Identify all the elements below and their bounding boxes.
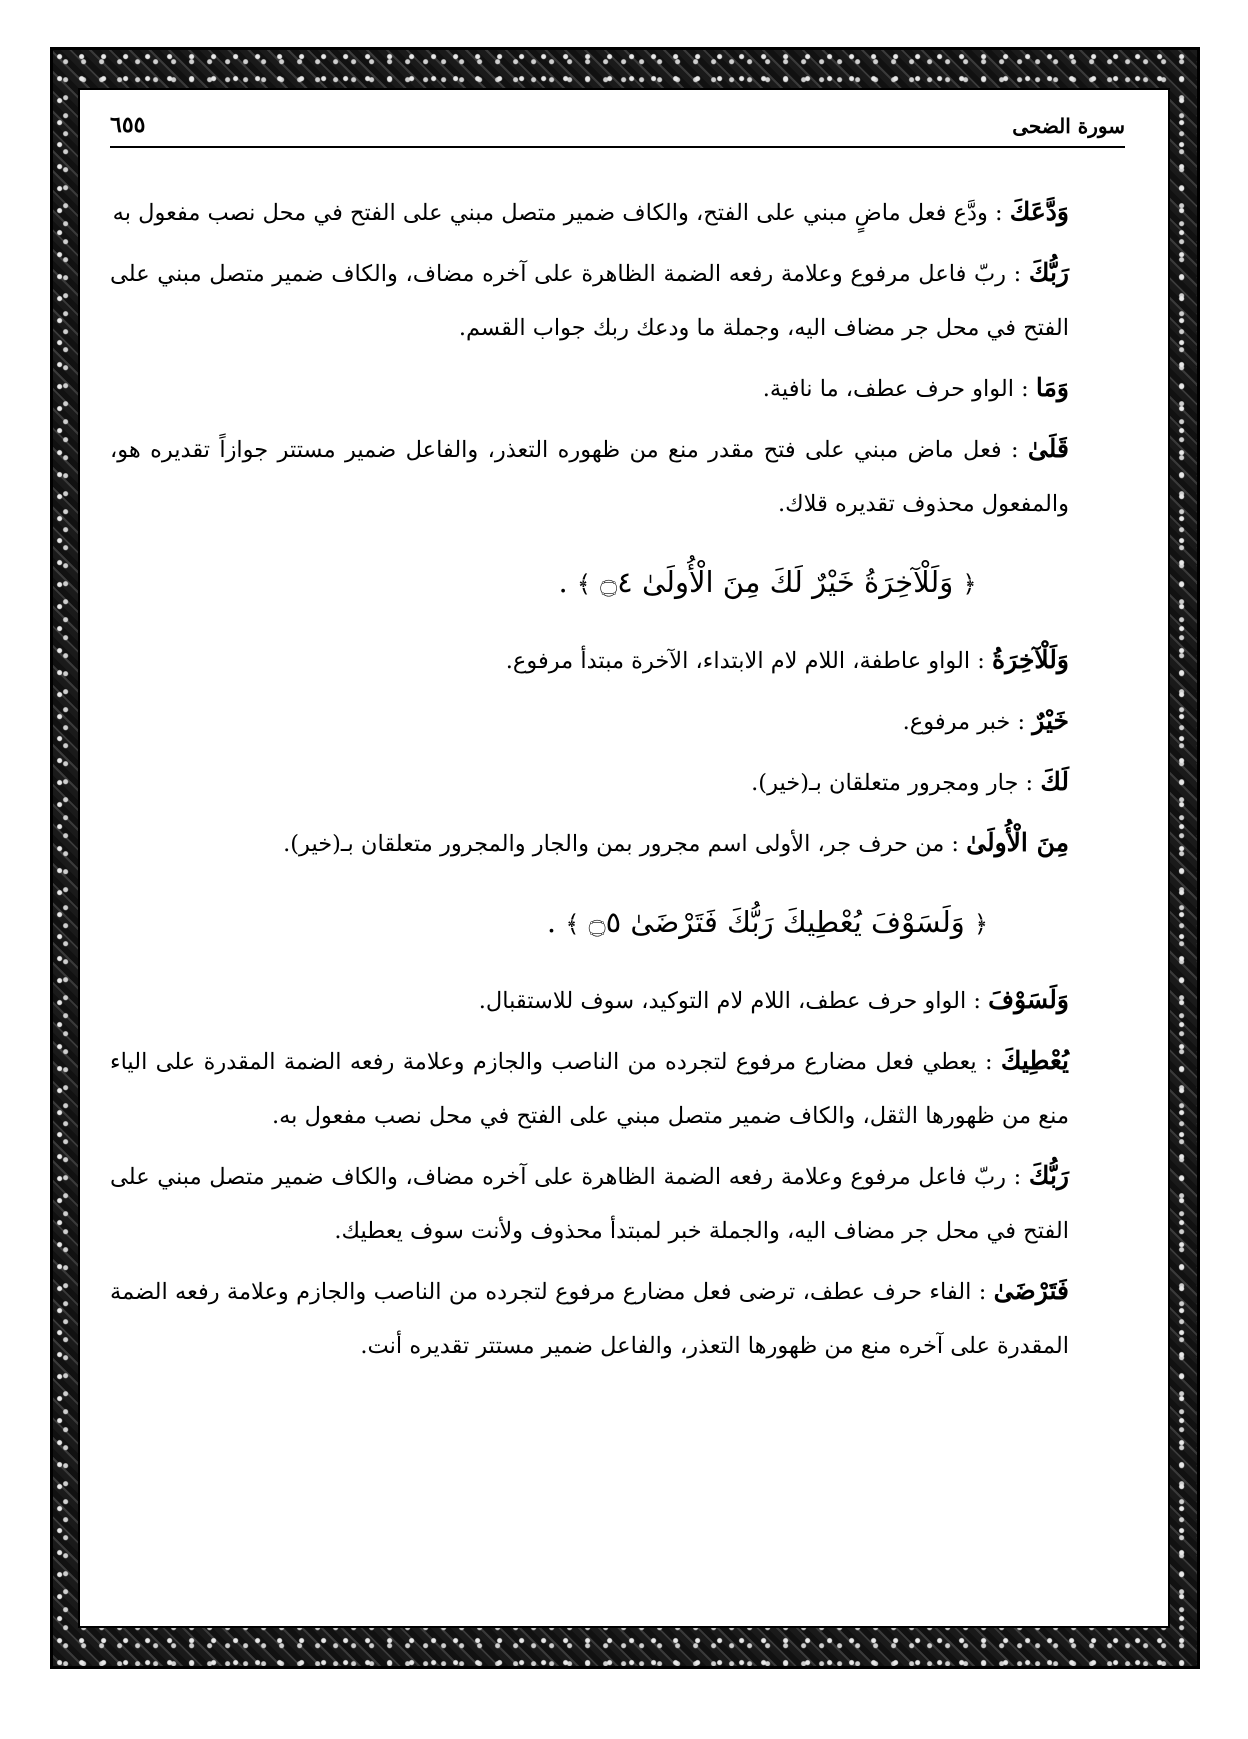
entry-rabbuka-2 [110,1149,1125,1258]
ornate-bracket-open: ﴿ [962,570,977,598]
entry-minal-ula [110,816,1125,871]
verse-text: وَلَسَوْفَ يُعْطِيكَ رَبُّكَ فَتَرْضَىٰ [630,905,965,939]
entry-term: رَبُّكَ [1028,258,1069,287]
entry-term: خَيْرٌ [1032,706,1069,735]
page-content [110,185,1125,1379]
entry-text: : الفاء حرف عطف، ترضى فعل مضارع مرفوع لتجرده من الناصب والجازم وعلامة رفعه الضمة المقدرة على آخره منع من ظهورها التعذر، والفاعل ضمير مستتر تقديره أنت. [110,1279,1069,1359]
quran-verse-5 [110,887,1125,959]
page-number: ٦٥٥ [110,112,146,138]
entry-text: : ربّ فاعل مرفوع وعلامة رفعه الضمة الظاهرة على آخره مضاف، والكاف ضمير متصل مبني على الفتح في محل جر مضاف اليه، وجملة ما ودعك ربك جواب القسم. [110,261,1069,341]
entry-term: قَلَىٰ [1027,434,1069,463]
entry-wama [110,361,1125,416]
entry-text: : الواو عاطفة، اللام لام الابتداء، الآخرة مبتدأ مرفوع. [505,648,985,674]
entry-laka [110,755,1125,810]
entry-text: : خبر مرفوع. [902,709,1026,735]
entry-text: : يعطي فعل مضارع مرفوع لتجرده من الناصب والجازم وعلامة رفعه الضمة المقدرة على الياء منع من ظهورها الثقل، والكاف ضمير متصل مبني على الفتح في محل نصب مفعول به. [110,1049,1069,1129]
entry-fatarda [110,1264,1125,1373]
ornate-bracket-open: ﴿ [974,910,989,938]
entry-term: رَبُّكَ [1028,1161,1069,1190]
surah-title: سورة الضحى [1012,114,1125,138]
entry-text: : الواو حرف عطف، اللام لام التوكيد، سوف للاستقبال. [478,988,982,1014]
entry-term: يُعْطِيكَ [1000,1046,1069,1075]
entry-term: وَلَلْآخِرَةُ [992,645,1069,674]
entry-term: وَلَسَوْفَ [988,985,1069,1014]
page-header [110,108,1125,148]
entry-text: : جار ومجرور متعلقان بـ(خير). [751,770,1034,796]
entry-term: مِنَ الْأُولَىٰ [966,828,1069,857]
verse-dot: . [558,565,568,599]
entry-term: فَتَرْضَىٰ [993,1276,1069,1305]
verse-number: ۝٤ [600,565,633,599]
quran-verse-4 [110,547,1125,619]
entry-text: : فعل ماض مبني على فتح مقدر منع من ظهوره التعذر، والفاعل ضمير مستتر جوازاً تقديره هو، والمفعول محذوف تقديره قلاك. [110,437,1069,517]
verse-text: وَلَلْآخِرَةُ خَيْرٌ لَكَ مِنَ الْأُولَىٰ [641,565,954,599]
entry-text: : الواو حرف عطف، ما نافية. [762,376,1029,402]
entry-walasawfa [110,973,1125,1028]
entry-text: : ربّ فاعل مرفوع وعلامة رفعه الضمة الظاهرة على آخره مضاف، والكاف ضمير متصل مبني على الفتح في محل جر مضاف اليه، والجملة خبر لمبتدأ محذوف ولأنت سوف يعطيك. [110,1164,1069,1244]
entry-walalakhira [110,633,1125,688]
entry-term: لَكَ [1040,767,1069,796]
entry-text: : من حرف جر، الأولى اسم مجرور بمن والجار والمجرور متعلقان بـ(خير). [283,831,959,857]
entry-term: وَمَا [1035,373,1069,402]
entry-term: وَدَّعَكَ [1009,197,1069,226]
entry-wadda3aka [110,185,1125,240]
verse-number: ۝٥ [588,905,622,939]
ornate-bracket-close: ﴾ [565,910,580,938]
entry-rabbuka [110,246,1125,355]
entry-qala [110,422,1125,531]
ornate-bracket-close: ﴾ [576,570,591,598]
entry-text: : ودَّع فعل ماضٍ مبني على الفتح، والكاف ضمير متصل مبني على الفتح في محل نصب مفعول به [112,200,1003,226]
entry-khayr [110,694,1125,749]
entry-yutika [110,1034,1125,1143]
verse-dot: . [546,905,557,939]
